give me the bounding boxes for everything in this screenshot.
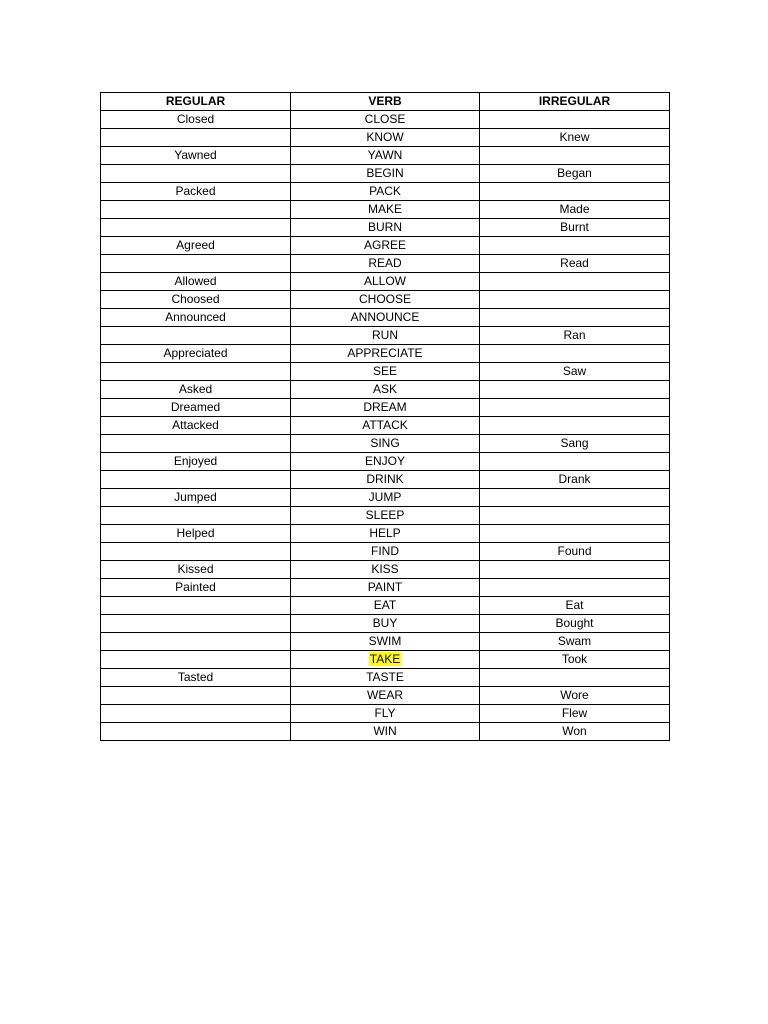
verb-cell: SEE <box>291 363 480 381</box>
regular-cell: Attacked <box>101 417 291 435</box>
irregular-cell: Read <box>480 255 670 273</box>
table-row <box>101 525 670 543</box>
irregular-cell <box>480 147 670 165</box>
verb-cell: KNOW <box>291 129 480 147</box>
regular-cell: Kissed <box>101 561 291 579</box>
table-row <box>101 579 670 597</box>
table-row <box>101 183 670 201</box>
regular-cell: Announced <box>101 309 291 327</box>
irregular-cell: Sang <box>480 435 670 453</box>
regular-cell: Allowed <box>101 273 291 291</box>
regular-cell: Jumped <box>101 489 291 507</box>
table-row <box>101 273 670 291</box>
regular-cell: Painted <box>101 579 291 597</box>
irregular-cell <box>480 381 670 399</box>
verb-cell: BEGIN <box>291 165 480 183</box>
irregular-cell: Knew <box>480 129 670 147</box>
irregular-cell <box>480 291 670 309</box>
verb-cell: SLEEP <box>291 507 480 525</box>
header-verb: VERB <box>291 93 480 111</box>
verb-cell: WEAR <box>291 687 480 705</box>
table-row <box>101 417 670 435</box>
irregular-cell <box>480 309 670 327</box>
table-row <box>101 381 670 399</box>
regular-cell <box>101 651 291 669</box>
regular-cell <box>101 705 291 723</box>
verb-cell: CLOSE <box>291 111 480 129</box>
table-row <box>101 201 670 219</box>
verb-table <box>100 92 670 741</box>
table-row <box>101 363 670 381</box>
table-row <box>101 129 670 147</box>
header-regular: REGULAR <box>101 93 291 111</box>
verb-cell: DRINK <box>291 471 480 489</box>
table-row <box>101 543 670 561</box>
irregular-cell <box>480 345 670 363</box>
regular-cell: Asked <box>101 381 291 399</box>
irregular-cell: Flew <box>480 705 670 723</box>
irregular-cell <box>480 417 670 435</box>
table-row <box>101 255 670 273</box>
irregular-cell: Wore <box>480 687 670 705</box>
regular-cell <box>101 723 291 741</box>
irregular-cell: Made <box>480 201 670 219</box>
irregular-cell <box>480 507 670 525</box>
table-row <box>101 435 670 453</box>
regular-cell <box>101 597 291 615</box>
table-row <box>101 291 670 309</box>
verb-cell: HELP <box>291 525 480 543</box>
regular-cell <box>101 363 291 381</box>
verb-cell: ASK <box>291 381 480 399</box>
irregular-cell <box>480 525 670 543</box>
table-row <box>101 309 670 327</box>
regular-cell <box>101 687 291 705</box>
table-row <box>101 705 670 723</box>
irregular-cell <box>480 111 670 129</box>
irregular-cell <box>480 183 670 201</box>
irregular-cell: Won <box>480 723 670 741</box>
irregular-cell: Drank <box>480 471 670 489</box>
regular-cell <box>101 165 291 183</box>
table-row <box>101 453 670 471</box>
regular-cell <box>101 633 291 651</box>
irregular-cell: Found <box>480 543 670 561</box>
table-row <box>101 111 670 129</box>
verb-cell: SING <box>291 435 480 453</box>
regular-cell <box>101 435 291 453</box>
verb-cell: SWIM <box>291 633 480 651</box>
table-row <box>101 489 670 507</box>
regular-cell <box>101 543 291 561</box>
irregular-cell <box>480 489 670 507</box>
verb-cell: DREAM <box>291 399 480 417</box>
table-row <box>101 399 670 417</box>
irregular-cell <box>480 273 670 291</box>
table-row <box>101 723 670 741</box>
table-row <box>101 651 670 669</box>
irregular-cell: Took <box>480 651 670 669</box>
regular-cell <box>101 471 291 489</box>
regular-cell: Closed <box>101 111 291 129</box>
irregular-cell: Began <box>480 165 670 183</box>
irregular-cell <box>480 579 670 597</box>
verb-cell: MAKE <box>291 201 480 219</box>
irregular-cell <box>480 399 670 417</box>
header-irregular: IRREGULAR <box>480 93 670 111</box>
verb-cell: ALLOW <box>291 273 480 291</box>
regular-cell <box>101 255 291 273</box>
verb-cell: APPRECIATE <box>291 345 480 363</box>
table-row <box>101 633 670 651</box>
table-row <box>101 507 670 525</box>
verb-cell: KISS <box>291 561 480 579</box>
regular-cell: Yawned <box>101 147 291 165</box>
regular-cell: Appreciated <box>101 345 291 363</box>
irregular-cell <box>480 237 670 255</box>
table-row <box>101 471 670 489</box>
verb-cell: BUY <box>291 615 480 633</box>
regular-cell: Enjoyed <box>101 453 291 471</box>
highlighted-verb: TAKE <box>369 652 401 666</box>
irregular-cell: Ran <box>480 327 670 345</box>
verb-cell: READ <box>291 255 480 273</box>
verb-cell: AGREE <box>291 237 480 255</box>
table-row <box>101 345 670 363</box>
table-row <box>101 597 670 615</box>
verb-cell: FIND <box>291 543 480 561</box>
verb-cell: ANNOUNCE <box>291 309 480 327</box>
verb-cell: ENJOY <box>291 453 480 471</box>
table-row <box>101 165 670 183</box>
regular-cell: Dreamed <box>101 399 291 417</box>
verb-cell: CHOOSE <box>291 291 480 309</box>
regular-cell: Helped <box>101 525 291 543</box>
verb-cell: EAT <box>291 597 480 615</box>
regular-cell <box>101 129 291 147</box>
verb-table-body <box>101 111 670 741</box>
regular-cell <box>101 507 291 525</box>
irregular-cell <box>480 669 670 687</box>
regular-cell <box>101 327 291 345</box>
table-row <box>101 237 670 255</box>
verb-cell <box>291 651 480 669</box>
verb-cell: BURN <box>291 219 480 237</box>
regular-cell <box>101 219 291 237</box>
verb-cell: PACK <box>291 183 480 201</box>
table-row <box>101 327 670 345</box>
regular-cell: Packed <box>101 183 291 201</box>
table-row <box>101 147 670 165</box>
verb-cell: TASTE <box>291 669 480 687</box>
verb-cell: JUMP <box>291 489 480 507</box>
verb-cell: WIN <box>291 723 480 741</box>
verb-cell: FLY <box>291 705 480 723</box>
table-row <box>101 219 670 237</box>
regular-cell <box>101 201 291 219</box>
irregular-cell <box>480 453 670 471</box>
verb-cell: YAWN <box>291 147 480 165</box>
irregular-cell: Saw <box>480 363 670 381</box>
irregular-cell: Eat <box>480 597 670 615</box>
regular-cell: Choosed <box>101 291 291 309</box>
irregular-cell: Swam <box>480 633 670 651</box>
irregular-cell: Burnt <box>480 219 670 237</box>
table-row <box>101 687 670 705</box>
verb-cell: RUN <box>291 327 480 345</box>
table-row <box>101 669 670 687</box>
irregular-cell: Bought <box>480 615 670 633</box>
regular-cell: Agreed <box>101 237 291 255</box>
regular-cell <box>101 615 291 633</box>
table-row <box>101 561 670 579</box>
verb-cell: ATTACK <box>291 417 480 435</box>
verb-cell: PAINT <box>291 579 480 597</box>
table-header-row <box>101 93 670 111</box>
table-row <box>101 615 670 633</box>
irregular-cell <box>480 561 670 579</box>
regular-cell: Tasted <box>101 669 291 687</box>
